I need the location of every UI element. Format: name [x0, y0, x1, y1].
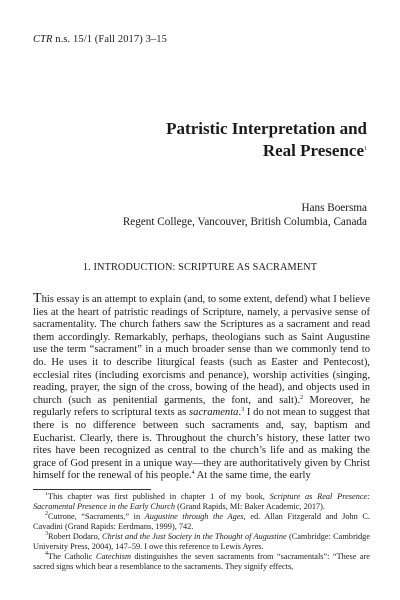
footnote-4 — [33, 552, 370, 572]
title-line-1: Patristic Interpretation and — [166, 119, 367, 138]
footnote-ref-2: 2 — [300, 394, 304, 401]
journal-issue-pages: n.s. 15/1 (Fall 2017) 3–15 — [52, 34, 167, 45]
footnote-2 — [33, 512, 370, 532]
footnote-mark: 4 — [45, 551, 48, 557]
footnote-ref-3: 3 — [241, 407, 245, 414]
journal-reference — [33, 34, 167, 45]
body-segment: I do not mean to suggest that there is no difference between such sacraments and, say, baptism and Eucharist. Clearly, there is. Throughout the church’s history, these latter two rites have been recognized as central to the church’s life and as making the grace of God present in a unique way—they are authoritatively given by Christ himself for the renewal of his people. — [33, 407, 370, 482]
article-title — [166, 118, 367, 161]
footnote-text: , ed. Allan Fitzgerald and John C. Cavadini (Grand Rapids: Eerdmans, 1999), 742. — [33, 512, 370, 531]
footnote-mark: 1 — [45, 492, 48, 497]
footnotes — [33, 492, 370, 598]
author-affiliation: Regent College, Vancouver, British Columbia, Canada — [122, 216, 367, 228]
footnote-text: This chapter was first published in chapter 1 of my book, — [48, 492, 270, 501]
author-name: Hans Boersma — [301, 202, 367, 214]
footnote-title: Scripture as Real Presence: Sacramental Presence in the Early Church — [33, 492, 370, 511]
body-segment: Moreover, he regularly refers to scriptural texts as — [33, 394, 370, 419]
footnote-title: Augustine through the Ages — [144, 512, 244, 521]
section-heading: 1. INTRODUCTION: SCRIPTURE AS SACRAMENT — [82, 262, 318, 273]
footnote-text: distinguishes the seven sacraments from “sacramentals”: “These are sacred signs which bear a resemblance to the sacraments. They signify effects, — [33, 552, 370, 571]
footnote-mark: 3 — [45, 531, 48, 537]
footnote-3 — [33, 532, 370, 552]
body-text — [33, 293, 370, 483]
footnote-text: (Grand Rapids, MI: Baker Academic, 2017). — [175, 502, 326, 511]
footnote-text: (Cambridge: Cambridge University Press, 2004), 147–59. I owe this reference to Lewis Ayres. — [33, 532, 370, 551]
footnote-mark: 2 — [45, 511, 48, 517]
title-line-2-text: Real Presence — [262, 141, 364, 160]
title-footnote-mark: 1 — [364, 146, 367, 152]
title-line-2 — [166, 139, 367, 161]
body-segment: his essay is an attempt to explain (and, to some extent, defend) what I believe lies at the heart of patristic readings of Scripture, namely, a pervasive sense of sacramentality. The church fathers saw the Scriptures as a sacrament and read them accordingly. Remarkably, perhaps, theologians such as Saint Augustine use the term “sacrament” in a much broader sense than we commonly tend to do. He uses it to describe liturgical feasts (such as Easter and Pentecost), ecclesial rites (including exorcisms and penance), worship activities (singing, reading, prayer, the sign of the cross, bowing of the head), and objects used in church (such as penitential garments, the font, and salt). — [33, 294, 370, 406]
initial-letter: T — [33, 293, 42, 306]
footnote-text: Robert Dodaro, — [48, 532, 103, 541]
body-segment: . — [238, 407, 242, 419]
footnote-1 — [33, 492, 370, 512]
footnote-text: The Catholic — [48, 552, 96, 561]
journal-abbreviation: CTR — [33, 34, 53, 45]
body-emphasis: sacramenta — [189, 407, 239, 419]
footnote-ref-4: 4 — [191, 470, 195, 477]
author-block — [123, 201, 367, 229]
footnote-title: Catechism — [95, 552, 131, 561]
body-segment: At the same time, the early — [194, 470, 311, 482]
footnote-title: Christ and the Just Society in the Thought of Augustine — [102, 532, 287, 541]
footnote-separator — [33, 489, 151, 490]
footnote-text: Cutrone, “Sacraments,” in — [48, 512, 145, 521]
